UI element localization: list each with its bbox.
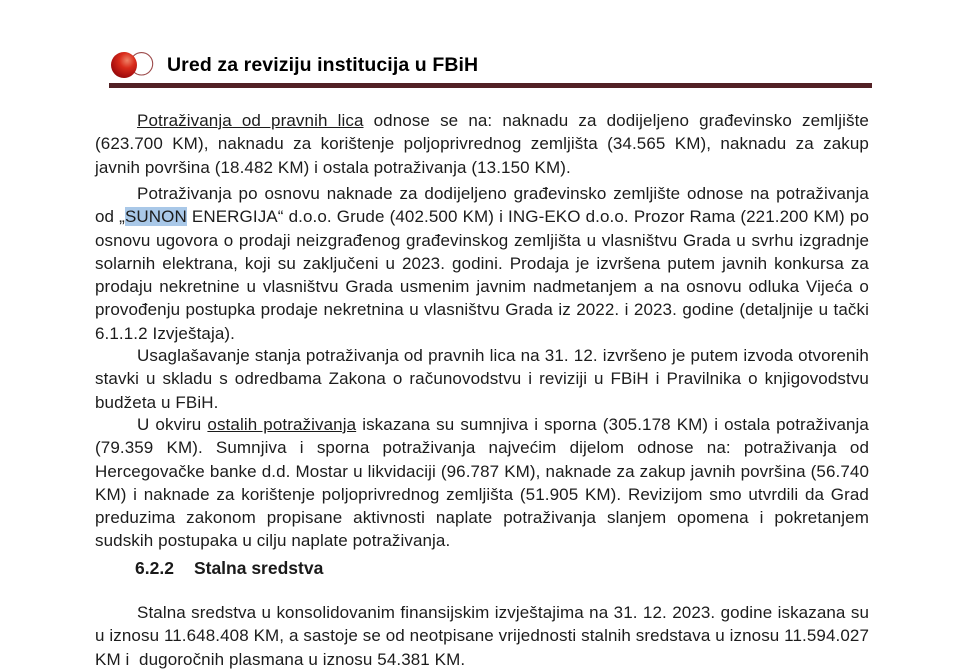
logo-red-circle bbox=[111, 52, 137, 78]
audit-office-logo-icon bbox=[110, 50, 158, 80]
section-title: Stalna sredstva bbox=[193, 558, 324, 578]
paragraph-balance-reconciliation bbox=[95, 344, 869, 414]
paragraph-land-fee-receivables bbox=[95, 182, 869, 345]
paragraph-text: iskazana su sumnjiva i sporna (305.178 KM) i ostala potraživanja (79.359 KM). Sumnjiva i sporna potraživanja najvećim dijelom odnose na: potraživanja od Hercegovačke banke d.d. Mostar u likvidaciji (96.787 KM), naknade za zakup javnih površina (56.740 KM) i naknade za korištenje poljoprivrednog zemljišta (51.905 KM). Revizijom smo utvrdili da Grad preduzima zakonom propisane aktivnosti naplate potraživanja slanjem opomena i pokretanjem sudskih postupaka u cilju naplate potraživanja. bbox=[95, 415, 869, 551]
paragraph-other-receivables bbox=[95, 413, 869, 553]
paragraph-text: Stalna sredstva u konsolidovanim finansijskim izvještajima na 31. 12. 2023. godine iskazana su u iznosu 11.648.408 KM, a sastoje se od neotpisane vrijednosti stalnih sredstava u iznosu 11.594.027 KM i dugoročnih plasmana u iznosu 54.381 KM. bbox=[95, 603, 869, 669]
underlined-term-receivables: Potraživanja od pravnih lica bbox=[137, 111, 364, 130]
paragraph-text: Potraživanja po osnovu naknade za dodijeljeno građevinsko zemljište odnose na potraživanja od „ bbox=[95, 184, 869, 227]
highlighted-term-sunon: SUNON bbox=[124, 207, 187, 227]
paragraph-text: ENERGIJA“ d.o.o. Grude (402.500 KM) i ING-EKO d.o.o. Prozor Rama (221.200 KM) po osnovu ugovora o prodaji neizgrađenog građevinskog zemljišta u vlasništvu Grada u svrhu izgradnje solarnih elektrana, koji su zaključeni u 2023. godini. Prodaja je izvršena putem javnih konkursa za prodaju nekretnine u vlasništvu Grada usmenim javnim nadmetanjem a na osnovu odluka Vijeća o provođenju postupka prodaje nekretnina u vlasništvu Grada iz 2022. i 2023. godine (detaljnije u tački 6.1.1.2 Izvještaja). bbox=[95, 207, 869, 343]
section-heading-stalna-sredstva bbox=[95, 558, 909, 579]
underlined-term-other-receivables: ostalih potraživanja bbox=[207, 415, 357, 434]
section-number: 6.2.2 bbox=[135, 558, 174, 578]
document-header bbox=[110, 50, 478, 80]
paragraph-text: U okviru bbox=[137, 415, 208, 434]
paragraph-text: Usaglašavanje stanja potraživanja od pravnih lica na 31. 12. izvršeno je putem izvoda otvorenih stavki u skladu s odredbama Zakona o računovodstvu i reviziji u FBiH i Pravilnika o knjigovodstvu budžeta u FBiH. bbox=[95, 346, 869, 412]
header-rule-divider bbox=[109, 83, 872, 88]
paragraph-fixed-assets bbox=[95, 601, 869, 671]
paragraph-text: odnose se na: naknadu za dodijeljeno građevinsko zemljište (623.700 KM), naknadu za korištenje poljoprivrednog zemljišta (34.565 KM), naknadu za zakup javnih površina (18.482 KM) i ostala potraživanja (13.150 KM). bbox=[95, 111, 869, 177]
paragraph-receivables-legal-entities bbox=[95, 109, 869, 179]
document-header-title: Ured za reviziju institucija u FBiH bbox=[167, 53, 479, 76]
